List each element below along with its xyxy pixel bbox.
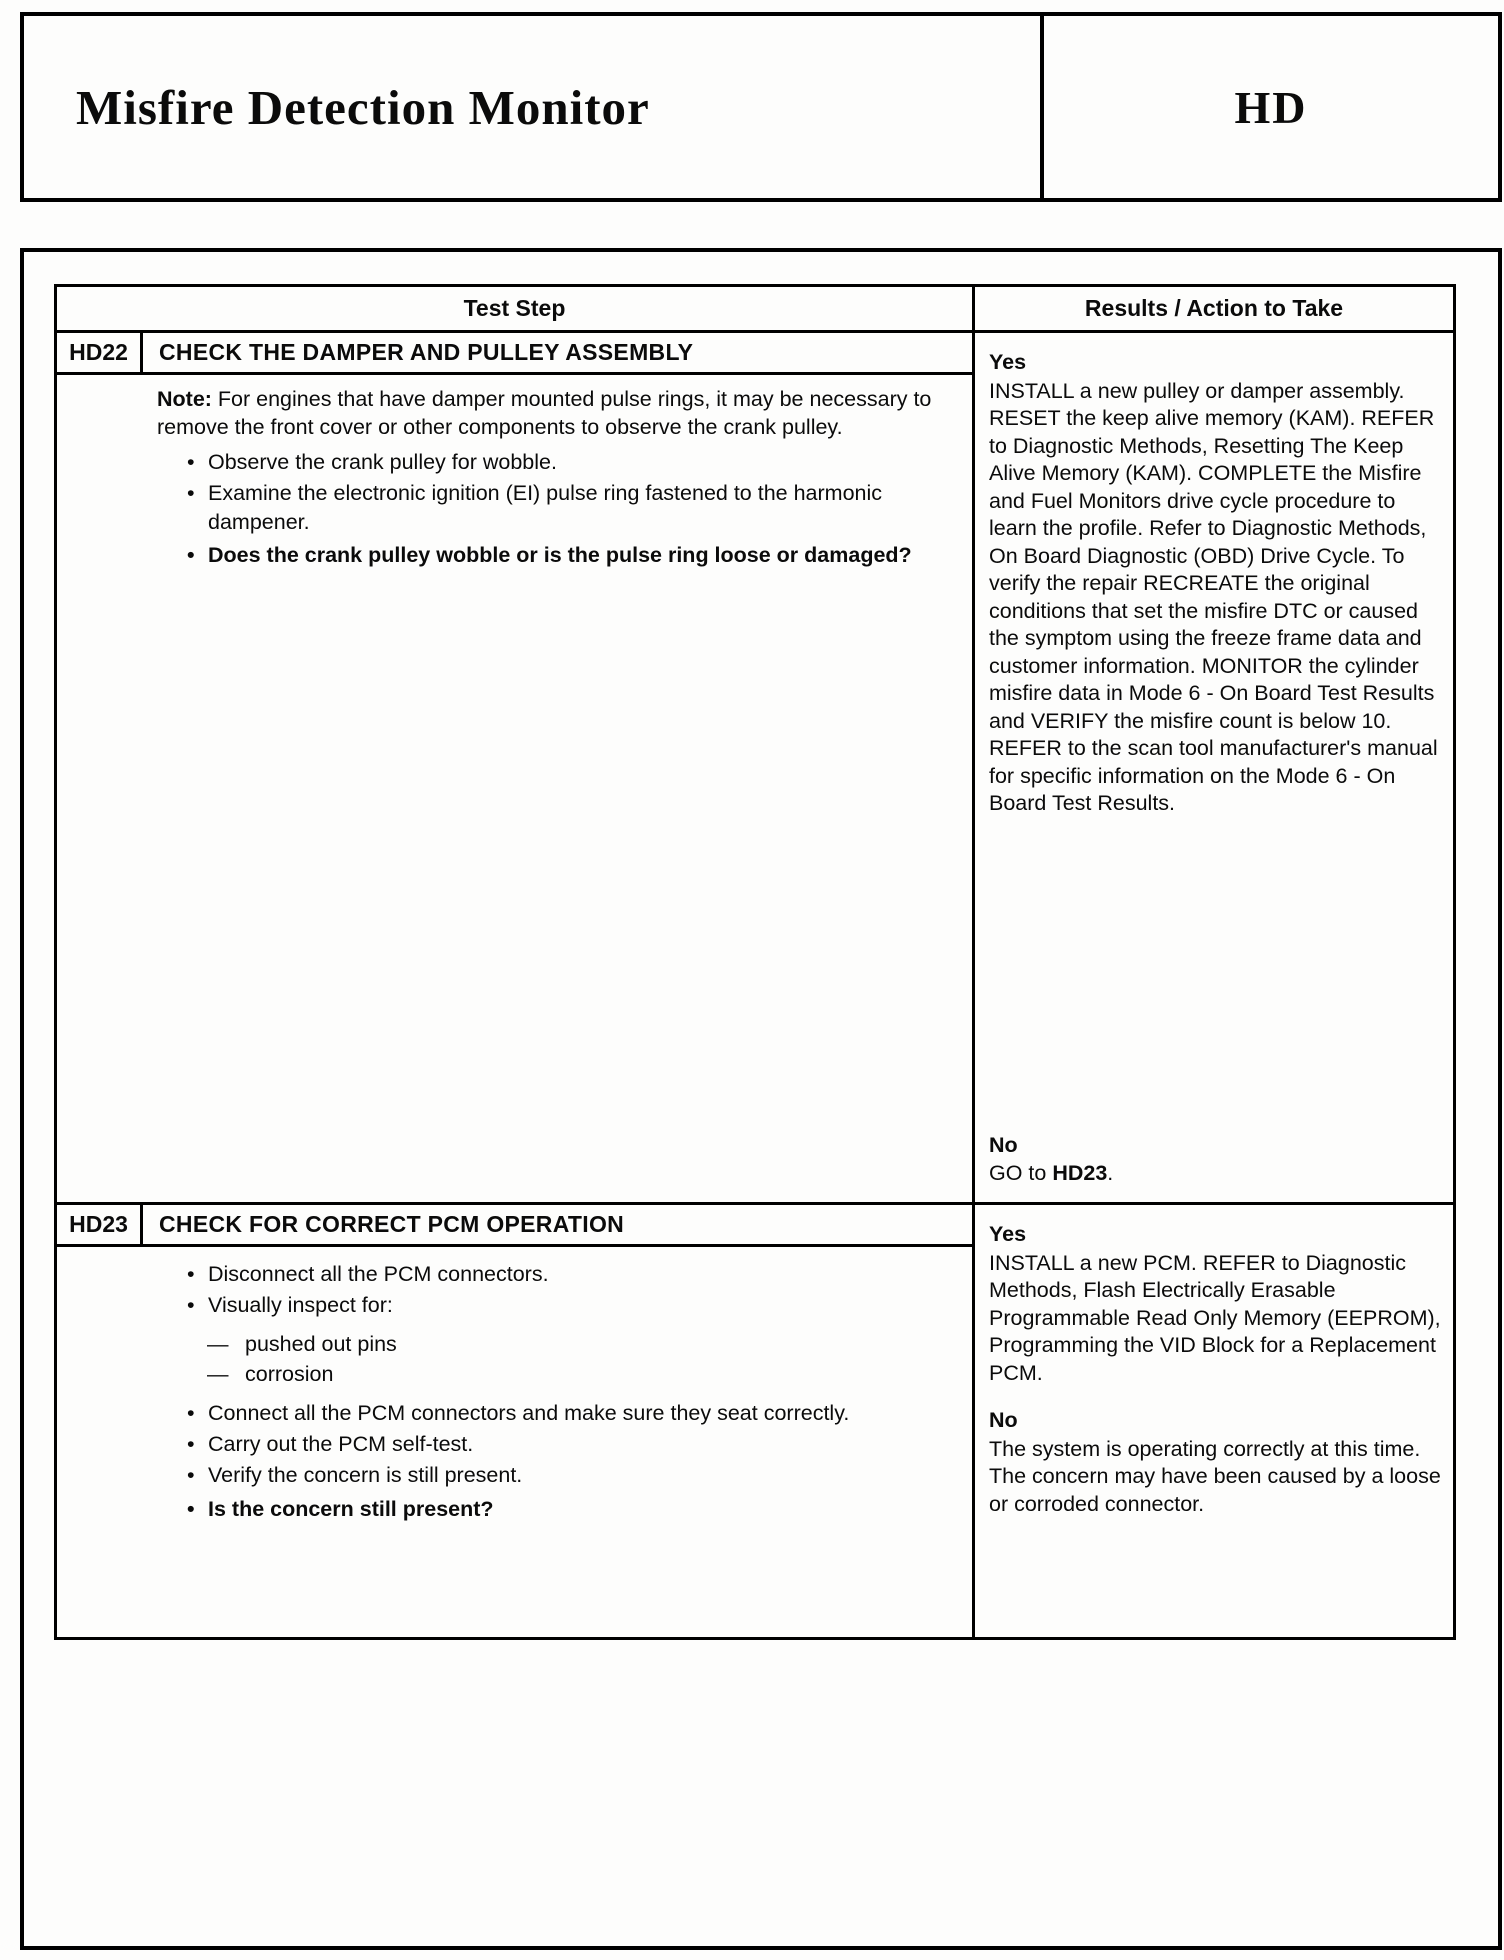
bullet-item <box>157 1399 946 1427</box>
step-title-hd22: CHECK THE DAMPER AND PULLEY ASSEMBLY <box>159 339 694 365</box>
test-step-row-hd23 <box>57 1205 1453 1637</box>
dash-item <box>157 1330 946 1358</box>
dash-item <box>157 1360 946 1388</box>
result-yes-block <box>989 349 1445 818</box>
bullet-icon: • <box>187 1431 195 1456</box>
no-text-post: . <box>1107 1161 1114 1186</box>
column-header-results: Results / Action to Take <box>1084 295 1344 321</box>
bullet-text: Examine the electronic ignition (EI) pulse ring fastened to the harmonic dampener. <box>208 481 883 534</box>
test-step-cell-hd23 <box>57 1205 975 1637</box>
bullet-text: Disconnect all the PCM connectors. <box>208 1262 549 1286</box>
bullet-text: Does the crank pulley wobble or is the pulse ring loose or damaged? <box>208 542 912 567</box>
test-step-cell-hd22 <box>57 333 975 1202</box>
bullet-text: Visually inspect for: <box>208 1293 393 1318</box>
bullet-icon: • <box>187 542 195 567</box>
dash-icon: — <box>207 1362 229 1387</box>
result-yes-text: INSTALL a new pulley or damper assembly. RESET the keep alive memory (KAM). REFER to Diagnostic Methods, Resetting The Keep Alive Memory (KAM). COMPLETE the Misfire and Fuel Monitors drive cycle procedure to learn the profile. Refer to Diagnostic Methods, On Board Diagnostic (OBD) Drive Cycle. To verify the repair RECREATE the original conditions that set the misfire DTC or caused the symptom using the freeze frame data and customer information. MONITOR the cylinder misfire data in Mode 6 - On Board Test Results and VERIFY the misfire count is below 10. REFER to the scan tool manufacturer's manual for specific information on the Mode 6 - On Board Test Results. <box>989 378 1438 816</box>
result-yes-label: Yes <box>989 1222 1027 1246</box>
result-no-label: No <box>989 1132 1018 1157</box>
no-text-step-ref: HD23 <box>1052 1161 1108 1186</box>
bullet-item <box>157 1291 946 1319</box>
bullet-item-question <box>157 1495 946 1523</box>
bullet-text: Carry out the PCM self-test. <box>208 1431 474 1456</box>
bullet-item <box>157 479 946 536</box>
bullet-icon: • <box>187 1496 195 1521</box>
pinpoint-test-table <box>54 284 1456 1640</box>
bullet-item <box>157 1260 946 1288</box>
step-dash-list <box>157 1330 946 1389</box>
step-title-hd23: CHECK FOR CORRECT PCM OPERATION <box>159 1211 625 1237</box>
result-yes-text: INSTALL a new PCM. REFER to Diagnostic Methods, Flash Electrically Erasable Programmable Read Only Memory (EEPROM), Programming the VID Block for a Replacement PCM. <box>989 1250 1441 1385</box>
bullet-item-question <box>157 541 946 569</box>
step-titlebar-hd23 <box>57 1205 972 1247</box>
results-cell-hd23 <box>975 1205 1453 1637</box>
step-body-hd22 <box>57 375 972 569</box>
dash-text: corrosion <box>245 1362 334 1387</box>
test-step-row-hd22 <box>57 333 1453 1205</box>
result-no-block <box>989 1132 1445 1188</box>
step-id-hd22: HD22 <box>57 333 143 372</box>
table-header-row <box>57 287 1453 333</box>
step-body-hd23 <box>57 1247 972 1523</box>
dash-text: pushed out pins <box>245 1331 397 1356</box>
dash-icon: — <box>207 1331 229 1356</box>
bullet-text: Connect all the PCM connectors and make sure they seat correctly. <box>208 1400 850 1425</box>
results-cell-hd22 <box>975 333 1453 1202</box>
bullet-item <box>157 1430 946 1458</box>
step-titlebar-hd22 <box>57 333 972 375</box>
column-header-test-step: Test Step <box>57 287 975 330</box>
bullet-icon: • <box>187 481 195 506</box>
section-code: HD <box>1234 81 1308 133</box>
bullet-text: Is the concern still present? <box>208 1496 494 1521</box>
bullet-icon: • <box>187 1262 195 1286</box>
bullet-icon: • <box>187 1400 195 1425</box>
bullet-item <box>157 448 946 476</box>
step-bullet-list <box>157 1399 946 1524</box>
bullet-icon: • <box>187 449 195 474</box>
procedure-box <box>20 248 1502 1950</box>
no-text-pre: GO to <box>989 1161 1053 1186</box>
page-title-cell <box>24 16 1040 198</box>
result-no-text: The system is operating correctly at this time. The concern may have been caused by a loose or corroded connector. <box>989 1436 1441 1516</box>
result-no-block <box>989 1407 1445 1518</box>
result-yes-block <box>989 1221 1445 1387</box>
bullet-icon: • <box>187 1293 195 1318</box>
step-bullet-list <box>157 448 946 570</box>
page-header <box>20 12 1502 202</box>
page-title: Misfire Detection Monitor <box>76 79 650 135</box>
note-label: Note: <box>157 387 212 411</box>
bullet-text: Observe the crank pulley for wobble. <box>208 449 557 474</box>
result-yes-label: Yes <box>989 350 1027 374</box>
bullet-item <box>157 1461 946 1489</box>
step-note <box>157 385 946 442</box>
bullet-icon: • <box>187 1463 195 1488</box>
step-id-hd23: HD23 <box>57 1205 143 1244</box>
result-no-text <box>989 1160 1445 1188</box>
bullet-text: Verify the concern is still present. <box>208 1463 523 1488</box>
step-bullet-list <box>157 1260 946 1320</box>
result-no-label: No <box>989 1408 1018 1433</box>
section-code-cell <box>1040 16 1498 198</box>
note-text: For engines that have damper mounted pulse rings, it may be necessary to remove the front cover or other components to observe the crank pulley. <box>157 387 932 440</box>
